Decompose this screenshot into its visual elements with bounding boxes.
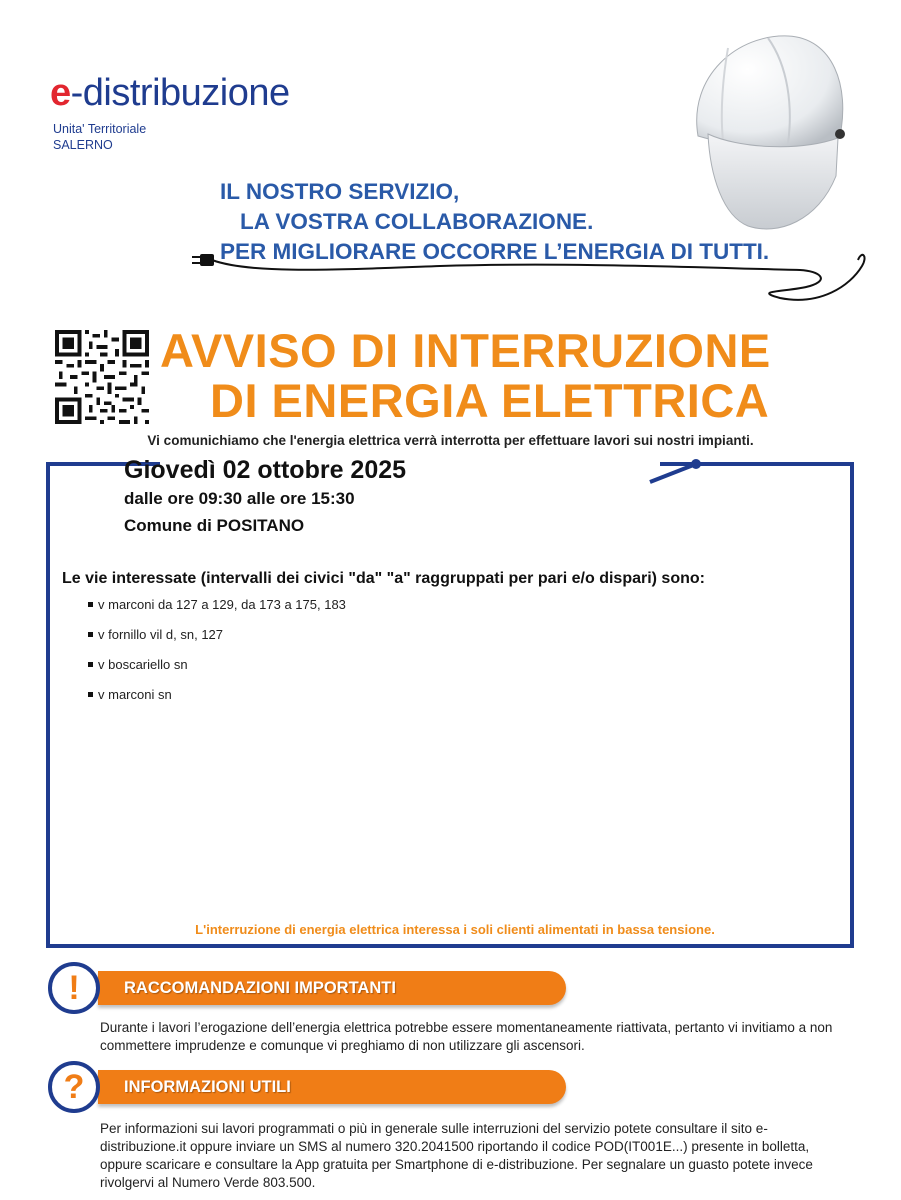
- list-item: [88, 596, 346, 626]
- plug-cable-icon: [190, 246, 880, 306]
- outage-hours: dalle ore 09:30 alle ore 15:30: [124, 489, 355, 508]
- exclamation-icon: !: [48, 962, 100, 1014]
- qr-code: [55, 330, 149, 424]
- street-text: v fornillo vil d, sn, 127: [98, 627, 224, 642]
- list-item: [88, 626, 346, 656]
- bullet-icon: [88, 662, 93, 667]
- recommendations-text: Durante i lavori l’erogazione dell’energia elettrica potrebbe essere momentaneamente riattivata, pertanto vi invitiamo a non commettere imprudenze e comunque vi preghiamo di non utilizzare gli ascensori.: [100, 1020, 833, 1053]
- territorial-unit: [53, 121, 146, 153]
- bullet-icon: [88, 632, 93, 637]
- slogan-line-2: LA VOSTRA COLLABORAZIONE.: [240, 209, 594, 234]
- info-text: Per informazioni sui lavori programmati o più in generale sulle interruzioni del servizio potete consultare il sito e-distribuzione.it oppure inviare un SMS al numero 320.2041500 riportando il codice POD(IT001E...) presente in bolletta, oppure scaricare e consultare la App gratuita per Smartphone di e-distribuzione. Per segnalare un guasto potete invece rivolgervi al Numero Verde 803.500.: [100, 1121, 813, 1190]
- recommendations-heading: RACCOMANDAZIONI IMPORTANTI: [124, 979, 396, 997]
- slogan-line-1: IL NOSTRO SERVIZIO,: [220, 179, 460, 204]
- notice-title: [160, 326, 771, 426]
- bullet-icon: [88, 692, 93, 697]
- title-line-2: DI ENERGIA ELETTRICA: [210, 374, 770, 427]
- logo-text: -distribuzione: [70, 72, 290, 114]
- title-line-1: AVVISO DI INTERRUZIONE: [160, 324, 771, 377]
- street-text: v marconi da 127 a 129, da 173 a 175, 183: [98, 597, 346, 612]
- list-item: [88, 656, 346, 686]
- outage-date: Giovedì 02 ottobre 2025: [124, 456, 407, 484]
- recommendations-bar: [98, 971, 566, 1005]
- brand-logo: [50, 74, 290, 112]
- unit-line2: SALERNO: [53, 138, 113, 152]
- info-bar: [98, 1070, 566, 1104]
- question-icon: ?: [48, 1061, 100, 1113]
- unit-line1: Unita' Territoriale: [53, 122, 147, 136]
- outage-comune: Comune di POSITANO: [124, 516, 305, 535]
- street-text: v boscariello sn: [98, 657, 188, 672]
- streets-list: [88, 596, 346, 716]
- frame-accent: [640, 452, 860, 492]
- low-voltage-note: L'interruzione di energia elettrica interessa i soli clienti alimentati in bassa tensione.: [195, 922, 715, 937]
- info-heading: INFORMAZIONI UTILI: [124, 1078, 291, 1096]
- intro-text: Vi comunichiamo che l'energia elettrica verrà interrotta per effettuare lavori sui nostri impianti.: [147, 433, 754, 448]
- slogan-line-3: PER MIGLIORARE OCCORRE L’ENERGIA DI TUTTI.: [220, 239, 770, 264]
- logo-e: e: [50, 72, 71, 114]
- bullet-icon: [88, 602, 93, 607]
- streets-title: Le vie interessate (intervalli dei civici "da" "a" raggruppati per pari e/o dispari) sono:: [62, 570, 705, 587]
- street-text: v marconi sn: [98, 687, 172, 702]
- list-item: [88, 686, 346, 716]
